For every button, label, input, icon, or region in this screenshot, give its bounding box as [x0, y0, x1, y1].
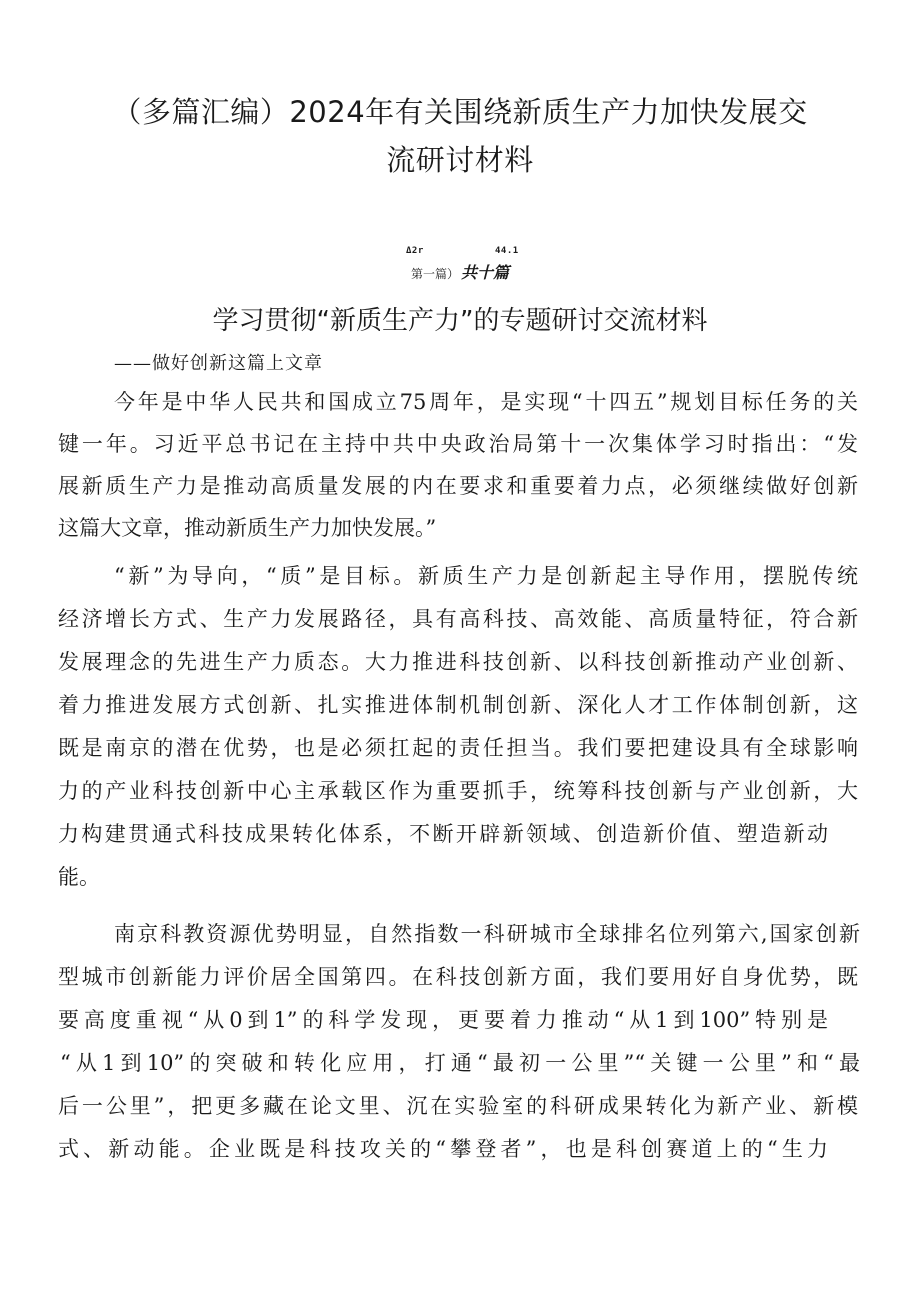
body-line: 既是南京的潜在优势，也是必须扛起的责任担当。我们要把建设具有全球影响: [58, 736, 858, 760]
document-title: [60, 88, 860, 184]
body-line: 展新质生产力是推动高质量发展的内在要求和重要着力点，必须继续做好创新: [58, 474, 858, 498]
body-line: 这篇大文章，推动新质生产力加快发展。”: [58, 516, 437, 540]
body-line: 今年是中华人民共和国成立75周年，是实现“十四五”规划目标任务的关: [114, 390, 858, 414]
body-line: 力构建贯通式科技成果转化体系，不断开辟新领域、创造新价值、塑造新动: [58, 822, 828, 846]
body-line: 能。: [58, 865, 100, 889]
section-title: 学习贯彻“新质生产力”的专题研讨交流材料: [212, 306, 708, 336]
body-line: 经济增长方式、生产力发展路径，具有高科技、高效能、高质量特征，符合新: [58, 607, 858, 631]
body-line: “从1到10”的突破和转化应用，打通“最初一公里”“关键一公里”和“最: [60, 1051, 860, 1075]
page-mark-right: 44.1: [495, 246, 519, 256]
body-line: 后一公里”，把更多藏在论文里、沉在实验室的科研成果转化为新产业、新模: [58, 1094, 858, 1118]
page-mark-left: Δ2r: [406, 246, 424, 256]
body-line: 力的产业科技创新中心主承载区作为重要抓手，统筹科技创新与产业创新，大: [58, 779, 858, 803]
body-line: 着力推进发展方式创新、扎实推进体制机制创新、深化人才工作体制创新，这: [58, 693, 858, 717]
body-line: 式、新动能。企业既是科技攻关的“攀登者”，也是科创赛道上的“生力: [58, 1137, 828, 1161]
part-label-number: 第一篇）: [410, 267, 459, 281]
body-line: 要高度重视“从0到1”的科学发现，更要着力推动“从1到100”特别是: [58, 1008, 828, 1032]
body-line: 键一年。习近平总书记在主持中共中央政治局第十一次集体学习时指出：“发: [58, 432, 858, 456]
body-line: 南京科教资源优势明显，自然指数一科研城市全球排名位列第六,国家创新: [114, 922, 860, 946]
section-subtitle: ——做好创新这篇上文章: [114, 353, 323, 374]
body-line: 发展理念的先进生产力质态。大力推进科技创新、以科技创新推动产业创新、: [58, 650, 858, 674]
part-label: [0, 262, 920, 285]
body-line: “新”为导向，“质”是目标。新质生产力是创新起主导作用，摆脱传统: [114, 564, 858, 588]
body-line: 型城市创新能力评价居全国第四。在科技创新方面，我们要用好自身优势，既: [58, 965, 858, 989]
document-title-line-2: 流研讨材料: [386, 143, 534, 177]
part-label-total: 共十篇: [461, 263, 510, 282]
document-title-line-1: （多篇汇编）2024年有关围绕新质生产力加快发展交: [112, 95, 808, 129]
